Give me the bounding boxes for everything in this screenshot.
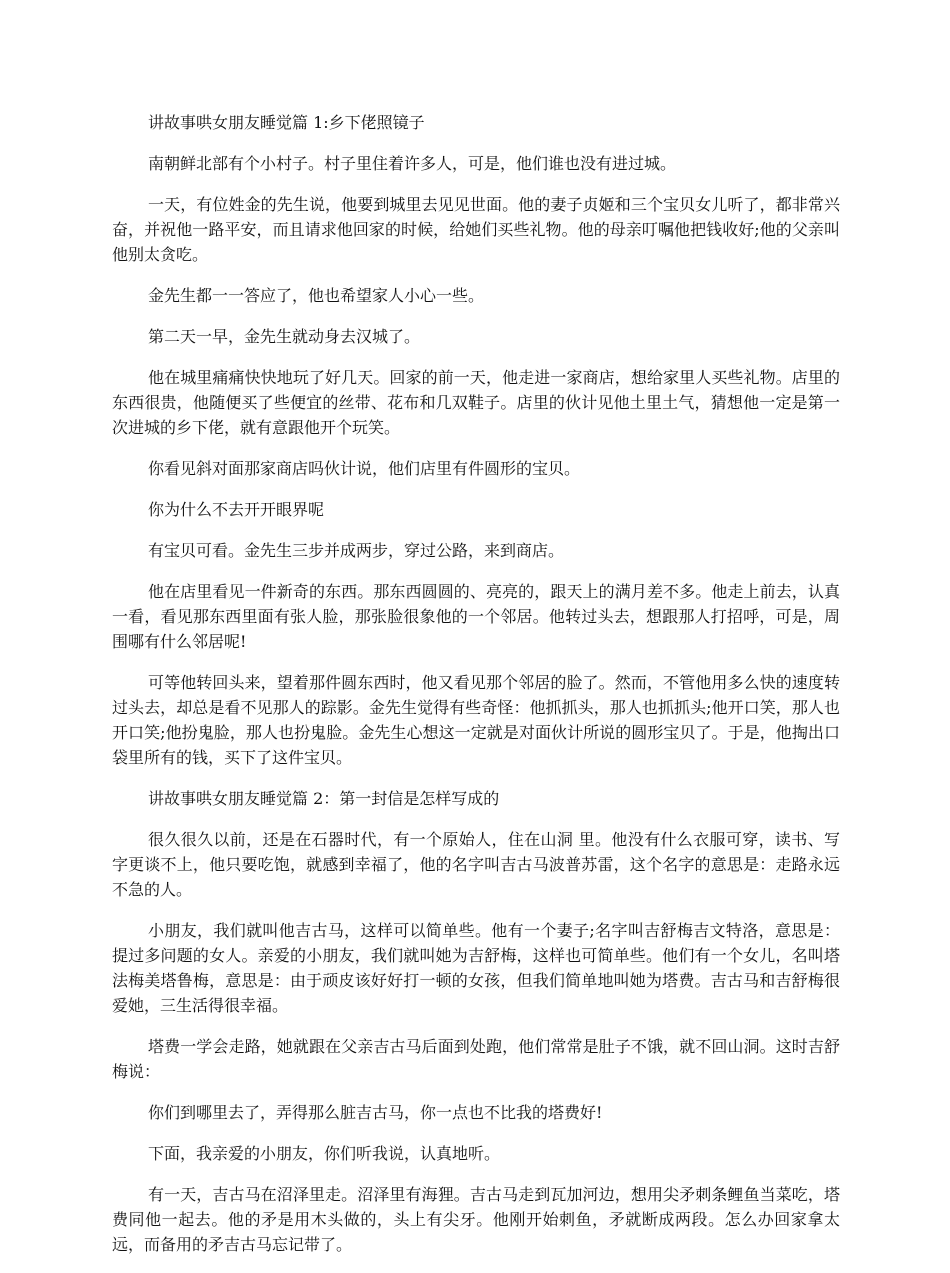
paragraph: 你为什么不去开开眼界呢	[148, 500, 325, 519]
paragraph: 小朋友，我们就叫他吉古马，这样可以简单些。他有一个妻子;名字叫吉舒梅吉文特洛，意思是：提过多问题的女人。亲爱的小朋友，我们就叫她为吉舒梅，这样也可简单些。他们有一个女儿，名叫塔法梅美塔鲁梅，意思是：由于顽皮该好好打一顿的女孩，但我们简单地叫她为塔费。吉古马和吉舒梅很爱她，三生活得很幸福。	[112, 921, 840, 1015]
paragraph: 金先生都一一答应了，他也希望家人小心一些。	[148, 286, 485, 305]
paragraph: 你看见斜对面那家商店吗伙计说，他们店里有件圆形的宝贝。	[148, 459, 581, 478]
paragraph: 有宝贝可看。金先生三步并成两步，穿过公路，来到商店。	[148, 541, 565, 560]
paragraph: 南朝鲜北部有个小村子。村子里住着许多人，可是，他们谁也没有进过城。	[148, 154, 677, 173]
paragraph: 有一天，吉古马在沼泽里走。沼泽里有海狸。吉古马走到瓦加河边，想用尖矛刺条鲤鱼当菜吃，塔费同他一起去。他的矛是用木头做的，头上有尖牙。他刚开始刺鱼，矛就断成两段。怎么办回家拿太远，而备用的矛吉古马忘记带了。	[112, 1185, 840, 1254]
paragraph: 第二天一早，金先生就动身去汉城了。	[148, 327, 421, 346]
section-heading-1: 讲故事哄女朋友睡觉篇 1:乡下佬照镜子	[148, 113, 425, 132]
paragraph: 很久很久以前，还是在石器时代，有一个原始人，住在山洞 里。他没有什么衣服可穿，读书、写字更谈不上，他只要吃饱，就感到幸福了，他的名字叫吉古马波普苏雷，这个名字的意思是：走路永远不急的人。	[112, 830, 840, 899]
document-body	[112, 110, 840, 1273]
paragraph: 他在店里看见一件新奇的东西。那东西圆圆的、亮亮的，跟天上的满月差不多。他走上前去，认真一看，看见那东西里面有张人脸，那张脸很象他的一个邻居。他转过头去，想跟那人打招呼，可是，周围哪有什么邻居呢!	[112, 582, 840, 651]
paragraph: 可等他转回头来，望着那件圆东西时，他又看见那个邻居的脸了。然而，不管他用多么快的速度转过头去，却总是看不见那人的踪影。金先生觉得有些奇怪：他抓抓头，那人也抓抓头;他开口笑，那人也开口笑;他扮鬼脸，那人也扮鬼脸。金先生心想这一定就是对面伙计所说的圆形宝贝了。于是，他掏出口袋里所有的钱，买下了这件宝贝。	[112, 673, 840, 767]
paragraph: 他在城里痛痛快快地玩了好几天。回家的前一天，他走进一家商店，想给家里人买些礼物。店里的东西很贵，他随便买了些便宜的丝带、花布和几双鞋子。店里的伙计见他土里土气，猜想他一定是第一次进城的乡下佬，就有意跟他开个玩笑。	[112, 368, 840, 437]
paragraph: 你们到哪里去了，弄得那么脏吉古马，你一点也不比我的塔费好!	[148, 1103, 603, 1122]
section-heading-2: 讲故事哄女朋友睡觉篇 2：第一封信是怎样写成的	[148, 789, 500, 808]
paragraph: 塔费一学会走路，她就跟在父亲吉古马后面到处跑，他们常常是肚子不饿，就不回山洞。这时吉舒梅说：	[112, 1037, 840, 1081]
paragraph: 下面，我亲爱的小朋友，你们听我说，认真地听。	[148, 1144, 501, 1163]
paragraph: 一天，有位姓金的先生说，他要到城里去见见世面。他的妻子贞姬和三个宝贝女儿听了，都非常兴奋，并祝他一路平安，而且请求他回家的时候，给她们买些礼物。他的母亲叮嘱他把钱收好;他的父亲叫他别太贪吃。	[112, 195, 840, 264]
